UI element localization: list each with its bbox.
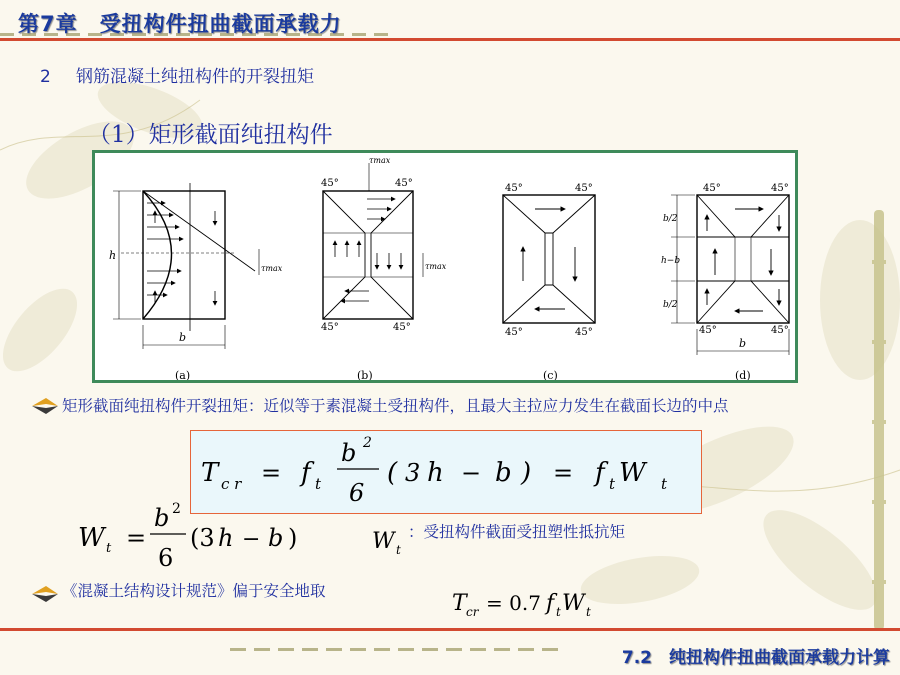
angle-d-bl: 45° bbox=[699, 325, 717, 336]
tau-max-a: τmax bbox=[261, 264, 283, 273]
angle-c-br: 45° bbox=[575, 327, 593, 338]
svg-text:W: W bbox=[372, 529, 395, 554]
svg-text:= 0.7: = 0.7 bbox=[486, 591, 541, 615]
tau-max-b-top: τmax bbox=[369, 156, 391, 165]
angle-c-tl: 45° bbox=[505, 183, 523, 194]
svg-text:): ) bbox=[521, 458, 532, 488]
svg-text:−: − bbox=[461, 459, 482, 487]
svg-text:T: T bbox=[452, 591, 467, 616]
panel-label-a: (a) bbox=[175, 369, 191, 380]
bullet-text-1: 矩形截面纯扭构件开裂扭矩：近似等于素混凝土受扭构件，且最大主拉应力发生在截面长边的中点 bbox=[62, 397, 729, 415]
svg-text:=: = bbox=[126, 524, 147, 552]
svg-text:=: = bbox=[553, 459, 574, 487]
svg-text:f: f bbox=[595, 458, 605, 488]
svg-text:c r: c r bbox=[221, 475, 242, 493]
angle-b-tr: 45° bbox=[395, 178, 413, 189]
dim-b2-top: b/2 bbox=[663, 214, 678, 224]
svg-text:t: t bbox=[106, 541, 112, 556]
torsion-stress-figure bbox=[95, 153, 795, 380]
wt-description: ：受扭构件截面受扭塑性抵抗矩 bbox=[408, 523, 626, 541]
svg-text:3: 3 bbox=[405, 459, 421, 487]
svg-text:f: f bbox=[301, 458, 311, 488]
bullet-text-2: 《混凝土结构设计规范》偏于安全地取 bbox=[62, 582, 326, 600]
svg-text:t: t bbox=[556, 605, 561, 619]
svg-text:f: f bbox=[546, 591, 555, 616]
chapter-title: 第7章 受扭构件扭曲截面承载力 bbox=[18, 12, 342, 36]
svg-text:h: h bbox=[218, 524, 234, 552]
formula-wt bbox=[72, 500, 332, 574]
svg-text:W: W bbox=[78, 523, 105, 553]
bullet-arrow-icon bbox=[30, 396, 60, 418]
svg-text:b: b bbox=[495, 458, 512, 488]
section-number: 2 bbox=[40, 67, 51, 87]
svg-text:2: 2 bbox=[363, 435, 372, 451]
svg-text:t: t bbox=[609, 475, 616, 493]
svg-text:b: b bbox=[154, 504, 170, 532]
svg-text:h: h bbox=[427, 458, 444, 488]
svg-text:t: t bbox=[315, 475, 322, 493]
svg-text:(: ( bbox=[387, 458, 398, 488]
svg-text:−: − bbox=[242, 527, 261, 552]
svg-text:cr: cr bbox=[466, 605, 479, 619]
panel-a bbox=[113, 183, 259, 349]
angle-c-bl: 45° bbox=[505, 327, 523, 338]
figure-frame bbox=[92, 150, 798, 383]
svg-text:6: 6 bbox=[349, 479, 365, 507]
svg-text:=: = bbox=[261, 459, 282, 487]
svg-text:): ) bbox=[288, 524, 298, 552]
panel-label-c: (c) bbox=[543, 369, 558, 380]
dim-hb: h−b bbox=[661, 256, 681, 266]
bullet-arrow-icon bbox=[30, 584, 60, 606]
dim-b-label-d: b bbox=[739, 337, 747, 350]
section-subtitle bbox=[40, 62, 314, 87]
panel-label-d: (d) bbox=[735, 369, 751, 380]
footer-section-title: 7.2 纯扭构件扭曲截面承载力计算 bbox=[621, 648, 890, 668]
angle-b-tl: 45° bbox=[321, 178, 339, 189]
panel-c bbox=[503, 195, 595, 323]
svg-text:(3: (3 bbox=[190, 524, 215, 552]
svg-text:W: W bbox=[562, 591, 585, 616]
angle-d-tr: 45° bbox=[771, 183, 789, 194]
dim-b2-bottom: b/2 bbox=[663, 300, 678, 310]
svg-text:t: t bbox=[396, 543, 401, 557]
dim-b-label-a: b bbox=[179, 331, 187, 344]
angle-b-bl: 45° bbox=[321, 322, 339, 333]
svg-text:T: T bbox=[201, 458, 219, 488]
formula-tcr-code bbox=[450, 584, 600, 624]
figure-heading: （1）矩形截面纯扭构件 bbox=[88, 122, 333, 148]
svg-text:t: t bbox=[586, 605, 591, 619]
svg-text:t: t bbox=[661, 475, 668, 493]
svg-text:6: 6 bbox=[158, 544, 174, 572]
panel-label-b: (b) bbox=[357, 369, 373, 380]
angle-d-tl: 45° bbox=[703, 183, 721, 194]
tau-max-b-side: τmax bbox=[425, 262, 447, 271]
svg-text:b: b bbox=[268, 524, 284, 552]
dim-h-label: h bbox=[109, 249, 117, 262]
angle-b-br: 45° bbox=[393, 322, 411, 333]
angle-d-br: 45° bbox=[771, 325, 789, 336]
svg-text:W: W bbox=[619, 458, 646, 488]
svg-text:b: b bbox=[341, 439, 357, 467]
angle-c-tr: 45° bbox=[575, 183, 593, 194]
section-title: 钢筋混凝土纯扭构件的开裂扭矩 bbox=[76, 67, 314, 87]
svg-text:2: 2 bbox=[172, 501, 181, 517]
